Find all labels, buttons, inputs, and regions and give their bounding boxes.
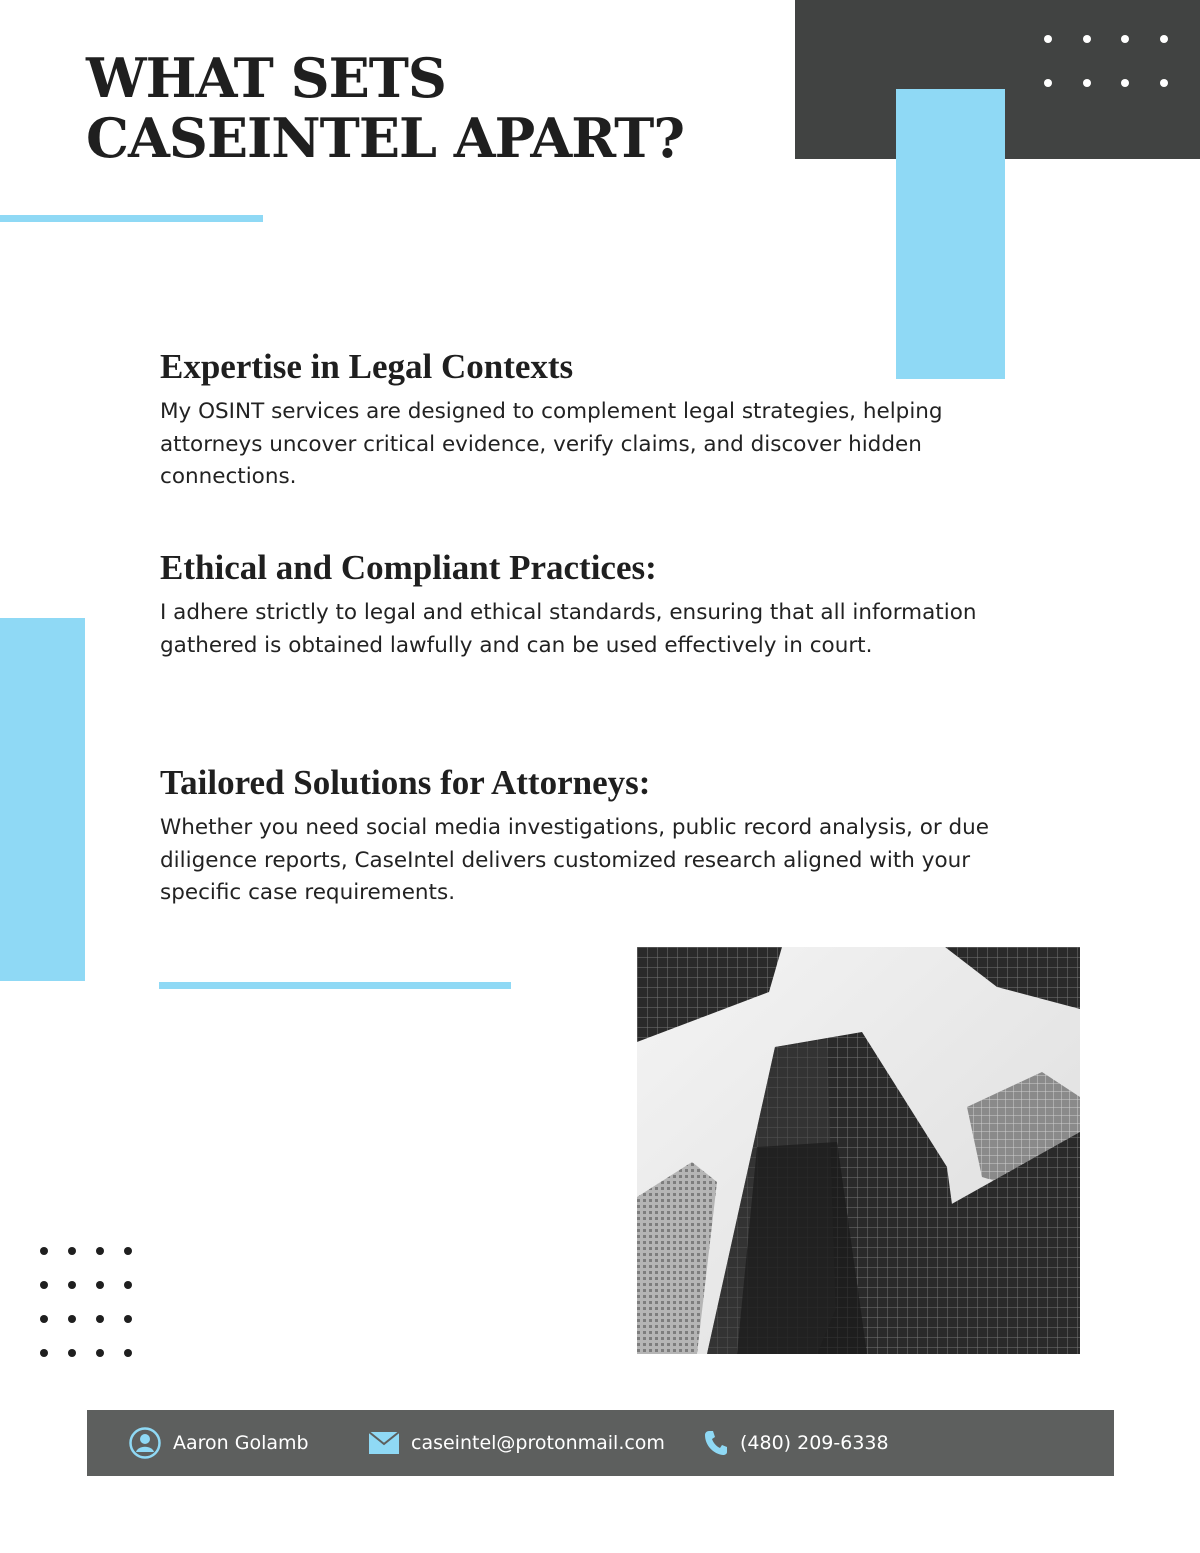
blue-rule-lower (159, 982, 511, 989)
contact-email-text[interactable]: caseintel@protonmail.com (411, 1432, 665, 1454)
section-tailored (160, 762, 1020, 910)
dot (1083, 35, 1091, 43)
dot (1160, 79, 1168, 87)
contact-name (129, 1410, 309, 1476)
dot (1044, 35, 1052, 43)
dot (1044, 79, 1052, 87)
skyscraper-photo (637, 947, 1080, 1354)
blue-vertical-bar-top (896, 89, 1005, 379)
dot (1160, 35, 1168, 43)
contact-footer (87, 1410, 1114, 1476)
dot (1083, 79, 1091, 87)
blue-vertical-bar-left (0, 618, 85, 981)
contact-phone-text[interactable]: (480) 209-6338 (740, 1432, 889, 1454)
section-heading: Ethical and Compliant Practices: (160, 548, 657, 587)
section-body: Whether you need social media investigations, public record analysis, or due diligence reports, CaseIntel delivers customized research aligned with your specific case requirements. (160, 815, 990, 905)
dot-grid-decoration (40, 1247, 132, 1359)
page-title (86, 48, 786, 168)
page-title-line-2: CASEINTEL APART? (86, 106, 684, 170)
phone-icon (704, 1430, 728, 1456)
envelope-icon (369, 1432, 399, 1454)
dot (1121, 79, 1129, 87)
section-heading: Tailored Solutions for Attorneys: (160, 763, 651, 802)
dot (1121, 35, 1129, 43)
section-expertise (160, 346, 1020, 494)
section-body: My OSINT services are designed to complement legal strategies, helping attorneys uncover critical evidence, verify claims, and discover hidden connections. (160, 399, 943, 489)
person-icon (129, 1427, 161, 1459)
section-ethics (160, 547, 1020, 662)
contact-email[interactable] (369, 1410, 665, 1476)
page-title-line-1: WHAT SETS (86, 46, 446, 110)
section-heading: Expertise in Legal Contexts (160, 347, 574, 386)
blue-rule-under-title (0, 215, 263, 222)
contact-name-text: Aaron Golamb (173, 1432, 309, 1454)
section-body: I adhere strictly to legal and ethical standards, ensuring that all information gathered is obtained lawfully and can be used effectively in court. (160, 600, 977, 658)
contact-phone[interactable] (704, 1410, 889, 1476)
